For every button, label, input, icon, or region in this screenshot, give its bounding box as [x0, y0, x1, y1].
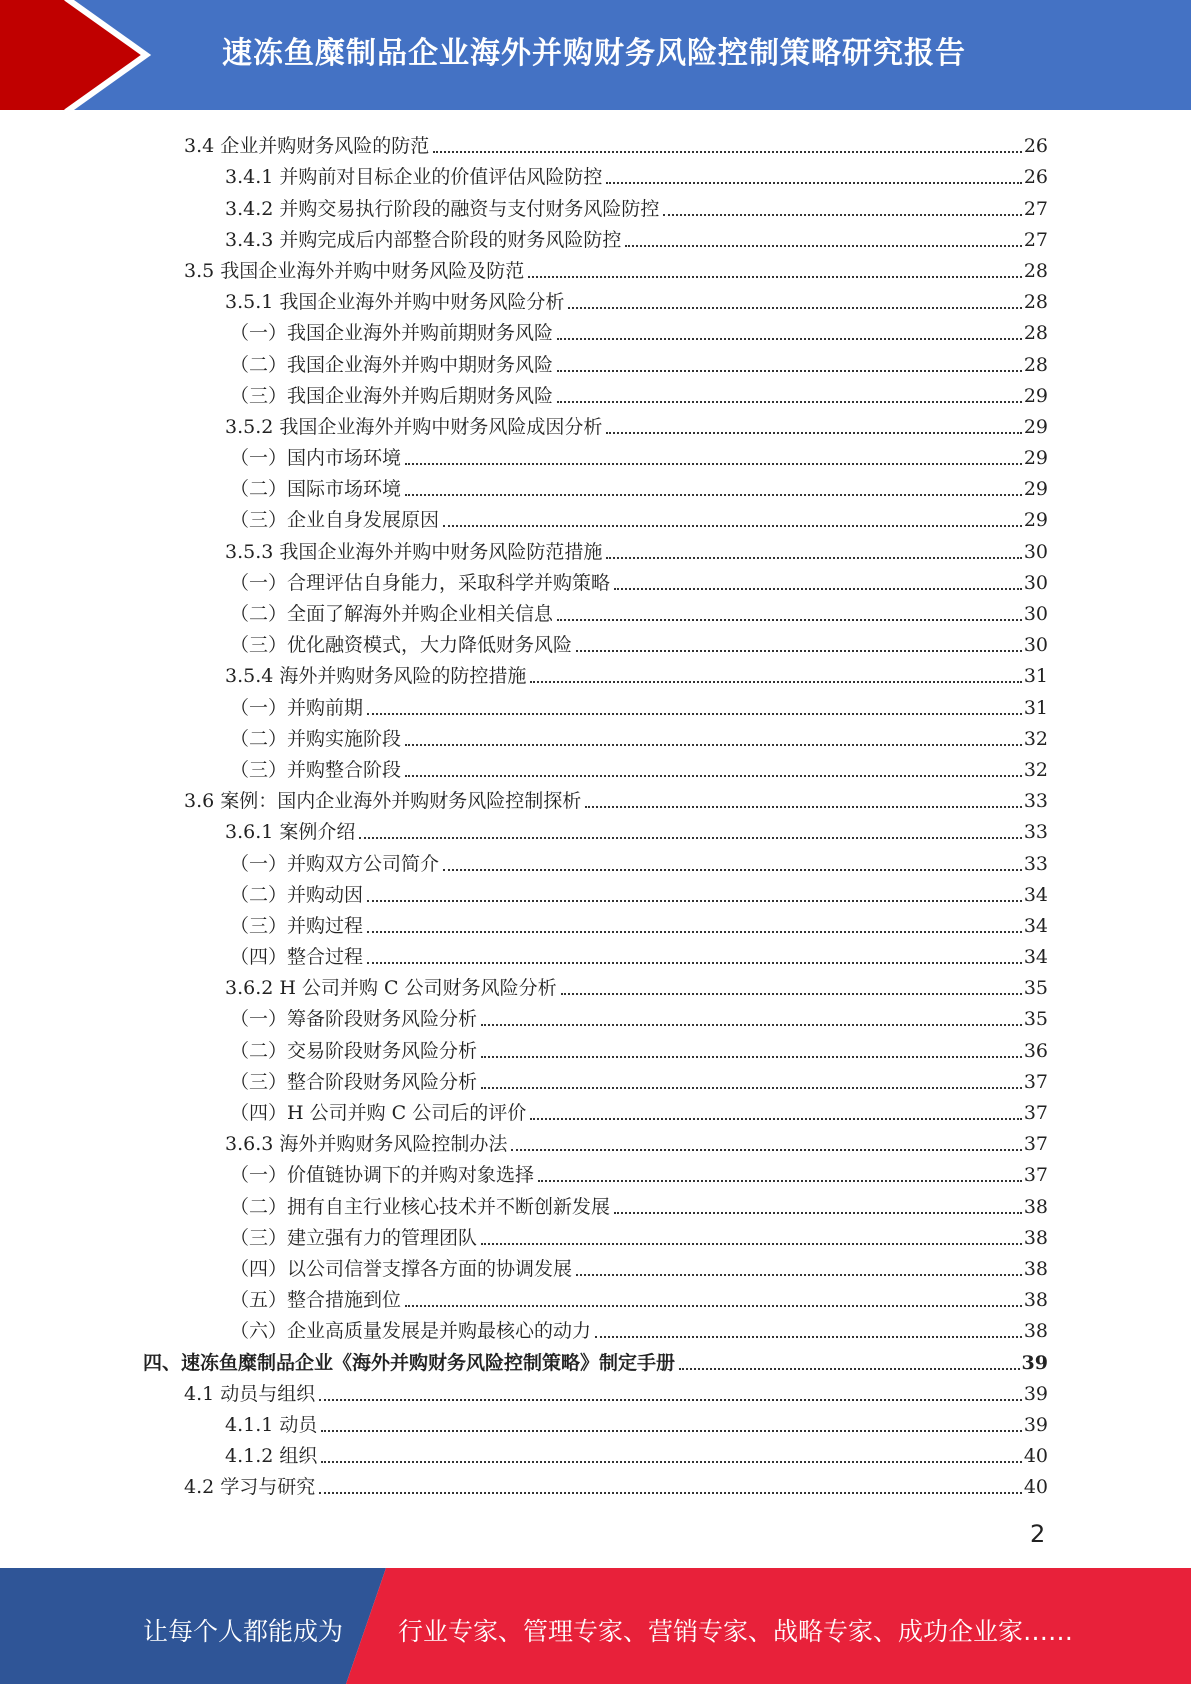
toc-entry[interactable] [0, 158, 1048, 189]
toc-entry-label: 3.5 我国企业海外并购中财务风险及防范 [184, 259, 525, 282]
toc-entry-page: 34 [1023, 946, 1048, 969]
toc-entry[interactable] [0, 844, 1048, 875]
toc-entry-label: 3.5.1 我国企业海外并购中财务风险分析 [225, 291, 565, 314]
toc-entry[interactable] [0, 1187, 1048, 1218]
header-chevron-icon [0, 0, 160, 110]
toc-leader-dots [614, 588, 1022, 590]
toc-leader-dots [405, 744, 1022, 746]
toc-entry-page: 35 [1023, 977, 1048, 1000]
toc-entry-page: 38 [1023, 1289, 1048, 1312]
toc-entry-page: 28 [1023, 291, 1048, 314]
toc-entry-label: 4.2 学习与研究 [184, 1476, 316, 1499]
toc-entry-label: （二）并购实施阶段 [230, 727, 402, 750]
toc-leader-dots [606, 432, 1021, 434]
toc-entry-page: 28 [1023, 259, 1048, 282]
toc-entry-page: 38 [1023, 1226, 1048, 1249]
toc-leader-dots [538, 1180, 1022, 1182]
toc-entry[interactable] [0, 1000, 1048, 1031]
toc-entry-page: 33 [1023, 852, 1048, 875]
toc-entry-page: 37 [1023, 1164, 1048, 1187]
toc-entry-label: （五）整合措施到位 [230, 1289, 402, 1312]
toc-entry-page: 39 [1023, 1413, 1048, 1436]
toc-entry[interactable] [0, 1468, 1048, 1499]
toc-entry[interactable] [0, 1031, 1048, 1062]
toc-leader-dots [528, 276, 1022, 278]
toc-entry[interactable] [0, 221, 1048, 252]
toc-entry-label: （二）并购动因 [230, 883, 364, 906]
toc-entry[interactable] [0, 657, 1048, 688]
toc-entry[interactable] [0, 189, 1048, 220]
page-number: 2 [1030, 1520, 1046, 1548]
toc-leader-dots [585, 806, 1022, 808]
toc-entry-page: 37 [1023, 1133, 1048, 1156]
toc-entry-label: 3.5.4 海外并购财务风险的防控措施 [225, 665, 527, 688]
toc-entry-page: 30 [1023, 603, 1048, 625]
toc-entry-page: 29 [1023, 447, 1048, 470]
toc-leader-dots [405, 1305, 1022, 1307]
toc-leader-dots [557, 338, 1022, 340]
toc-entry[interactable] [0, 127, 1048, 158]
toc-entry-page: 40 [1023, 1445, 1048, 1468]
toc-entry-label: （一）并购双方公司简介 [230, 852, 440, 875]
footer-slogan-right: 行业专家、管理专家、营销专家、战略专家、成功企业家…… [398, 1617, 1074, 1646]
toc-entry-label: （一）价值链协调下的并购对象选择 [230, 1164, 535, 1187]
toc-leader-dots [405, 775, 1022, 777]
toc-entry[interactable] [0, 283, 1048, 314]
toc-leader-dots [530, 681, 1021, 683]
toc-entry[interactable] [0, 1063, 1048, 1094]
footer-slogan-left: 让每个人都能成为 [143, 1617, 344, 1646]
toc-entry-label: （四）H 公司并购 C 公司后的评价 [230, 1102, 527, 1124]
toc-entry-page: 38 [1023, 1195, 1048, 1218]
toc-entry-label: （三）并购过程 [230, 914, 364, 937]
toc-entry-page: 29 [1023, 415, 1048, 438]
toc-leader-dots [433, 151, 1022, 153]
toc-entry-label: （一）国内市场环境 [230, 447, 402, 470]
toc-leader-dots [367, 931, 1022, 933]
toc-leader-dots [321, 1430, 1021, 1432]
toc-entry-page: 26 [1023, 135, 1048, 158]
toc-entry[interactable] [0, 1437, 1048, 1468]
toc-entry-label: （二）交易阶段财务风险分析 [230, 1039, 478, 1062]
toc-leader-dots [405, 463, 1022, 465]
toc-leader-dots [481, 1024, 1022, 1026]
toc-entry[interactable] [0, 439, 1048, 470]
toc-entry[interactable] [0, 1312, 1048, 1343]
toc-entry-label: 3.6.3 海外并购财务风险控制办法 [225, 1133, 508, 1156]
toc-entry-label: （三）并购整合阶段 [230, 758, 402, 781]
toc-entry-label: 4.1.1 动员 [225, 1413, 318, 1436]
toc-entry-page: 32 [1023, 727, 1048, 750]
toc-entry-label: （三）建立强有力的管理团队 [230, 1226, 478, 1249]
toc-entry[interactable] [0, 876, 1048, 907]
toc-leader-dots [443, 869, 1022, 871]
report-title: 速冻鱼糜制品企业海外并购财务风险控制策略研究报告 [222, 36, 966, 71]
toc-entry[interactable] [0, 1125, 1048, 1156]
toc-entry-label: 4.1.2 组织 [225, 1445, 318, 1468]
toc-entry-label: （二）国际市场环境 [230, 478, 402, 501]
toc-leader-dots [321, 1461, 1021, 1463]
toc-entry-label: （三）我国企业海外并购后期财务风险 [230, 384, 554, 407]
toc-entry[interactable] [0, 564, 1048, 595]
toc-entry-page: 32 [1023, 758, 1048, 781]
toc-leader-dots [663, 214, 1021, 216]
toc-entry-label: 3.6.2 H 公司并购 C 公司财务风险分析 [225, 977, 557, 1000]
toc-entry-label: （六）企业高质量发展是并购最核心的动力 [230, 1320, 592, 1343]
toc-leader-dots [614, 1212, 1022, 1214]
toc-entry-label: （二）全面了解海外并购企业相关信息 [230, 603, 554, 625]
toc-entry[interactable] [0, 938, 1048, 969]
toc-entry[interactable] [0, 751, 1048, 782]
toc-entry[interactable] [0, 1219, 1048, 1250]
toc-entry[interactable] [0, 688, 1048, 719]
toc-entry-page: 35 [1023, 1008, 1048, 1031]
toc-entry-label: 四、速冻鱼糜制品企业《海外并购财务风险控制策略》制定手册 [143, 1351, 676, 1374]
toc-entry-page: 27 [1023, 228, 1048, 251]
toc-entry-label: 3.4.2 并购交易执行阶段的融资与支付财务风险防控 [225, 197, 660, 220]
toc-entry-label: 3.4 企业并购财务风险的防范 [184, 135, 430, 158]
toc-entry-label: 3.4.3 并购完成后内部整合阶段的财务风险防控 [225, 228, 622, 251]
toc-entry-label: 3.4.1 并购前对目标企业的价值评估风险防控 [225, 166, 603, 189]
toc-entry-label: （一）我国企业海外并购前期财务风险 [230, 322, 554, 345]
toc-entry-label: 4.1 动员与组织 [184, 1382, 316, 1405]
toc-entry-page: 29 [1023, 509, 1048, 532]
toc-entry-label: 3.6 案例：国内企业海外并购财务风险控制探析 [184, 790, 582, 813]
toc-leader-dots [530, 1118, 1022, 1120]
toc-leader-dots [481, 1087, 1022, 1089]
table-of-contents [0, 127, 1191, 1499]
toc-entry[interactable] [0, 595, 1048, 626]
toc-entry[interactable] [0, 408, 1048, 439]
toc-entry-label: （二）我国企业海外并购中期财务风险 [230, 353, 554, 376]
toc-entry[interactable] [0, 626, 1048, 657]
toc-entry-label: （四）整合过程 [230, 946, 364, 969]
toc-entry[interactable] [0, 377, 1048, 408]
toc-leader-dots [576, 650, 1022, 652]
toc-entry-page: 31 [1023, 696, 1048, 719]
toc-leader-dots [557, 370, 1022, 372]
toc-entry-page: 38 [1023, 1257, 1048, 1280]
toc-entry[interactable] [0, 1281, 1048, 1312]
toc-leader-dots [511, 1149, 1021, 1151]
toc-entry[interactable] [0, 813, 1048, 844]
toc-leader-dots [595, 1336, 1022, 1338]
toc-entry-label: （四）以公司信誉支撑各方面的协调发展 [230, 1257, 573, 1280]
toc-entry[interactable] [0, 252, 1048, 283]
toc-entry-page: 34 [1023, 914, 1048, 937]
toc-leader-dots [359, 837, 1021, 839]
page-footer [0, 1568, 1191, 1684]
toc-entry-page: 37 [1023, 1102, 1048, 1124]
toc-leader-dots [606, 182, 1021, 184]
toc-leader-dots [606, 557, 1021, 559]
toc-entry[interactable] [0, 501, 1048, 532]
toc-entry[interactable] [0, 907, 1048, 938]
toc-entry-page: 39 [1021, 1351, 1048, 1374]
toc-entry-page: 30 [1023, 540, 1048, 563]
toc-leader-dots [561, 993, 1022, 995]
toc-leader-dots [481, 1056, 1022, 1058]
toc-entry-label: （三）优化融资模式，大力降低财务风险 [230, 634, 573, 657]
toc-leader-dots [367, 713, 1022, 715]
toc-leader-dots [405, 494, 1022, 496]
toc-entry-page: 33 [1023, 790, 1048, 813]
toc-leader-dots [576, 1274, 1022, 1276]
toc-entry[interactable] [0, 1343, 1048, 1374]
toc-leader-dots [367, 900, 1022, 902]
toc-entry[interactable] [0, 470, 1048, 501]
toc-entry-page: 38 [1023, 1320, 1048, 1343]
toc-entry-label: 3.6.1 案例介绍 [225, 821, 356, 844]
toc-entry-page: 28 [1023, 322, 1048, 345]
toc-entry[interactable] [0, 1375, 1048, 1406]
toc-entry-label: 3.5.2 我国企业海外并购中财务风险成因分析 [225, 415, 603, 438]
toc-entry[interactable] [0, 532, 1048, 563]
toc-leader-dots [319, 1399, 1022, 1401]
toc-entry-page: 36 [1023, 1039, 1048, 1062]
toc-leader-dots [443, 525, 1022, 527]
toc-entry-page: 27 [1023, 197, 1048, 220]
toc-entry-page: 39 [1023, 1382, 1048, 1405]
toc-entry-page: 26 [1023, 166, 1048, 189]
toc-entry[interactable] [0, 1094, 1048, 1125]
toc-leader-dots [679, 1368, 1020, 1370]
toc-leader-dots [557, 401, 1022, 403]
toc-entry[interactable] [0, 1156, 1048, 1187]
toc-leader-dots [481, 1243, 1022, 1245]
toc-entry-page: 28 [1023, 353, 1048, 376]
toc-entry-page: 37 [1023, 1070, 1048, 1093]
toc-leader-dots [367, 962, 1022, 964]
toc-entry[interactable] [0, 314, 1048, 345]
page-header [0, 0, 1191, 110]
toc-entry-page: 29 [1023, 478, 1048, 501]
toc-entry[interactable] [0, 720, 1048, 751]
toc-entry-page: 40 [1023, 1476, 1048, 1499]
toc-entry-page: 31 [1023, 665, 1048, 688]
toc-entry[interactable] [0, 969, 1048, 1000]
toc-entry-label: （一）筹备阶段财务风险分析 [230, 1008, 478, 1031]
toc-entry-page: 34 [1023, 883, 1048, 906]
toc-entry[interactable] [0, 1250, 1048, 1281]
toc-entry-label: 3.5.3 我国企业海外并购中财务风险防范措施 [225, 540, 603, 563]
toc-entry-page: 33 [1023, 821, 1048, 844]
toc-entry-page: 29 [1023, 384, 1048, 407]
toc-leader-dots [568, 307, 1021, 309]
toc-entry[interactable] [0, 345, 1048, 376]
toc-leader-dots [625, 245, 1021, 247]
toc-leader-dots [557, 619, 1022, 621]
toc-entry-label: （一）并购前期 [230, 696, 364, 719]
toc-entry-label: （三）企业自身发展原因 [230, 509, 440, 532]
toc-entry-label: （二）拥有自主行业核心技术并不断创新发展 [230, 1195, 611, 1218]
toc-entry-label: （一）合理评估自身能力，采取科学并购策略 [230, 571, 611, 594]
toc-entry-label: （三）整合阶段财务风险分析 [230, 1070, 478, 1093]
toc-entry[interactable] [0, 782, 1048, 813]
toc-entry-page: 30 [1023, 634, 1048, 657]
toc-entry-page: 30 [1023, 571, 1048, 594]
toc-leader-dots [319, 1492, 1022, 1494]
toc-entry[interactable] [0, 1406, 1048, 1437]
